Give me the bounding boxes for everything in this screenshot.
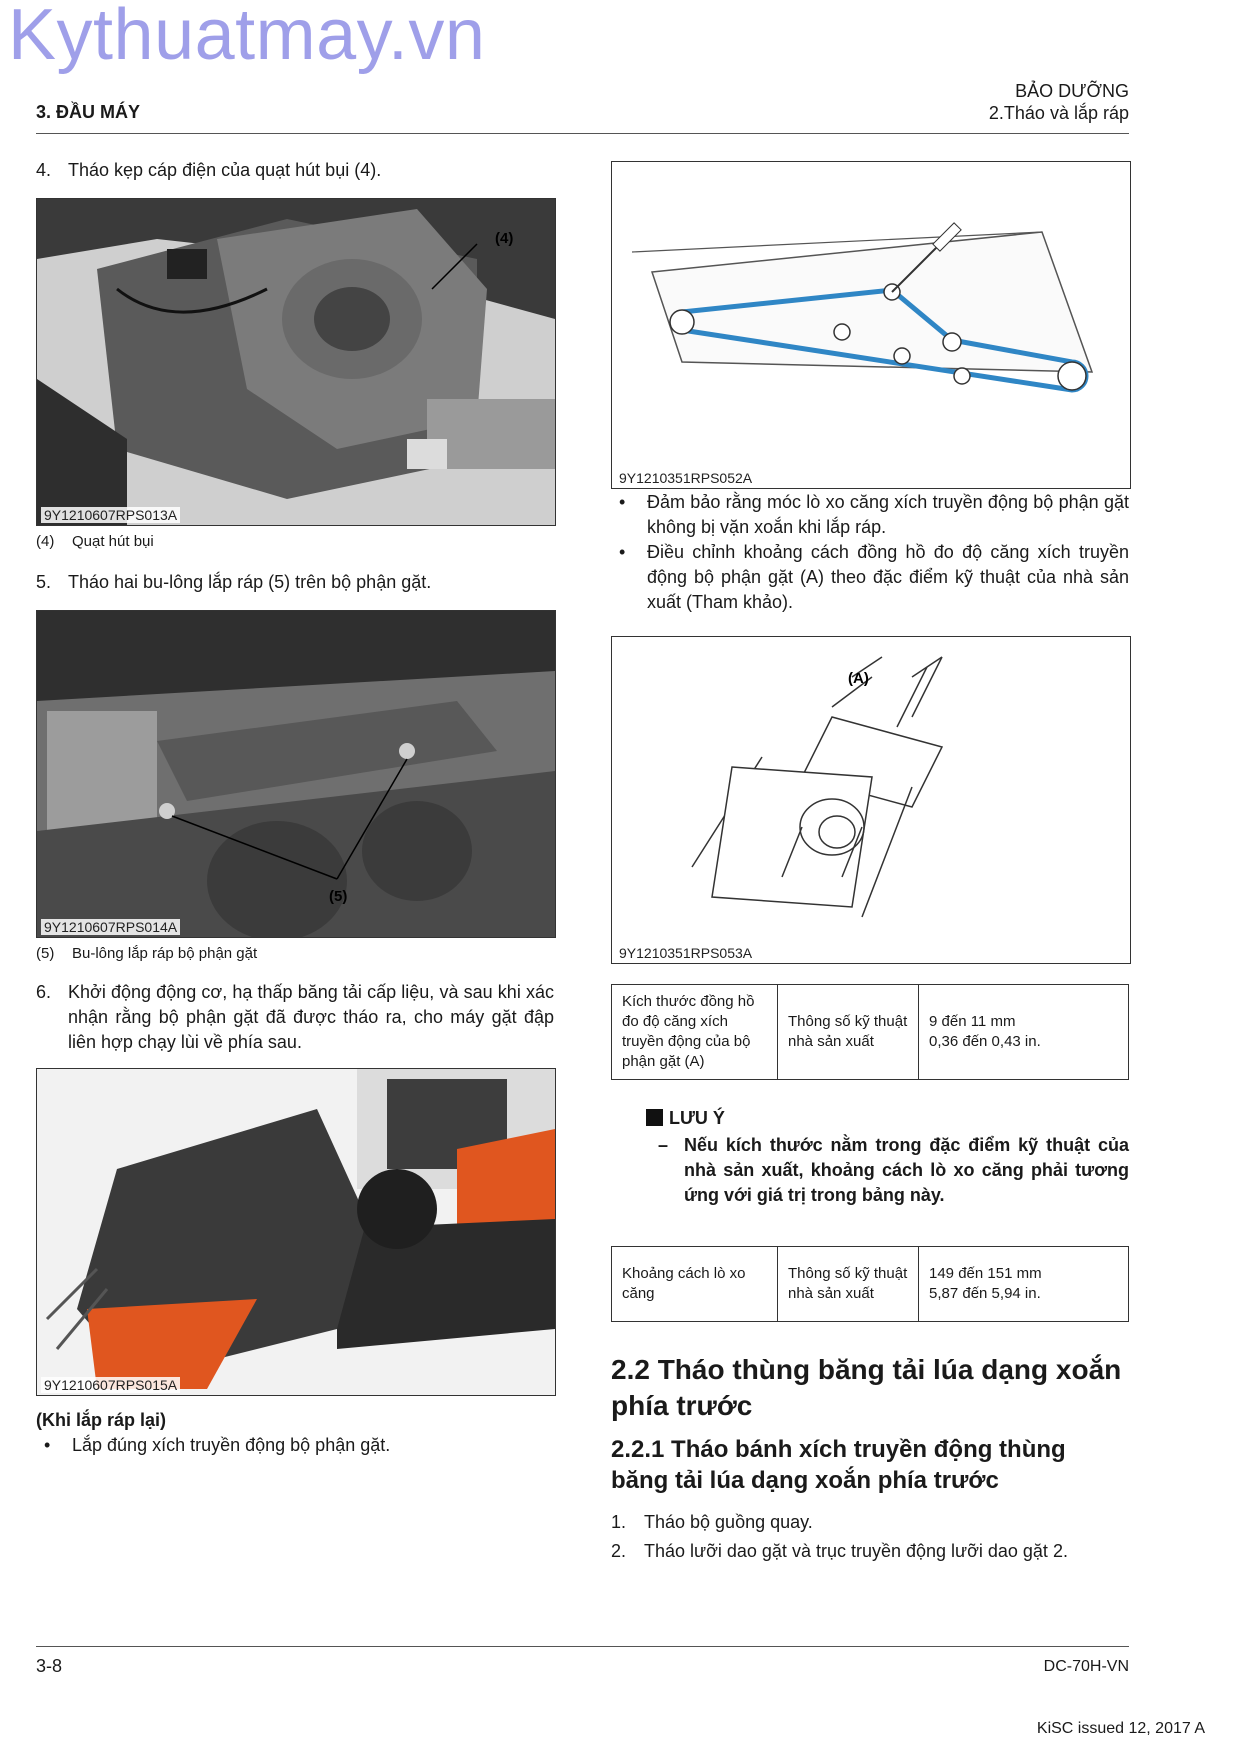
- step-list: [611, 1510, 1129, 1564]
- photo-code: 9Y1210607RPS015A: [41, 1377, 180, 1393]
- adjust-notes: [611, 490, 1129, 615]
- header-right: [989, 80, 1129, 124]
- legend-5: (5) Bu-lông lắp ráp bộ phận gặt: [36, 945, 258, 962]
- diagram-chain-drive: [611, 161, 1131, 489]
- page-number: 3-8: [36, 1656, 63, 1676]
- footer-rule: [36, 1646, 1129, 1647]
- photo-combine-harvester: [36, 1068, 556, 1396]
- header-rule: [36, 133, 1129, 134]
- spec-label: Thông số kỹ thuật nhà sản xuất: [778, 985, 919, 1080]
- list-item: • Lắp đúng xích truyền động bộ phận gặt.: [36, 1433, 554, 1458]
- callout-5: (5): [329, 888, 348, 905]
- spec-table-gauge: [611, 984, 1129, 1080]
- step-6: 6. Khởi động động cơ, hạ thấp băng tải cấp liệu, và sau khi xác nhận rằng bộ phận gặt đã được tháo ra, cho máy gặt đập liên hợp chạy lùi về phía sau.: [36, 982, 554, 1052]
- reassembly-list: [36, 1433, 554, 1458]
- step-4: 4. Tháo kẹp cáp điện của quạt hút bụi (4).: [36, 160, 382, 180]
- section-label: BẢO DƯỠNG: [1015, 81, 1129, 101]
- spec-item: Kích thước đồng hồ đo độ căng xích truyền động của bộ phận gặt (A): [612, 985, 778, 1080]
- section-heading: 2.2 Tháo thùng băng tải lúa dạng xoắn phía trước: [611, 1354, 1122, 1421]
- subsection-heading: 2.2.1 Tháo bánh xích truyền động thùng băng tải lúa dạng xoắn phía trước: [611, 1436, 1066, 1494]
- reassembly-title: (Khi lắp ráp lại): [36, 1410, 167, 1430]
- list-item: 1. Tháo bộ guồng quay.: [611, 1512, 813, 1532]
- spec-item: Khoảng cách lò xo căng: [612, 1247, 778, 1322]
- spec-value: 9 đến 11 mm 0,36 đến 0,43 in.: [919, 985, 1129, 1080]
- photo-header-bolts: [36, 610, 556, 938]
- callout-4: (4): [495, 230, 514, 247]
- spec-label: Thông số kỹ thuật nhà sản xuất: [778, 1247, 919, 1322]
- chapter-title: 3. ĐẦU MÁY: [36, 102, 141, 122]
- list-item: 2. Tháo lưỡi dao gặt và trục truyền động lưỡi dao gặt 2.: [611, 1541, 1068, 1561]
- watermark: Kythuatmay.vn: [8, 0, 486, 75]
- list-item: • Đảm bảo rằng móc lò xo căng xích truyền động bộ phận gặt không bị vặn xoắn khi lắp ráp.: [611, 490, 1129, 540]
- photo-dust-fan: [36, 198, 556, 526]
- note-title: LƯU Ý: [646, 1108, 725, 1129]
- spec-value: 149 đến 151 mm 5,87 đến 5,94 in.: [919, 1247, 1129, 1322]
- note-body: – Nếu kích thước nằm trong đặc điểm kỹ thuật của nhà sản xuất, khoảng cách lò xo căng phải tương ứng với giá trị trong bảng này.: [658, 1135, 1129, 1205]
- diagram-gauge-a: [611, 636, 1131, 964]
- issue-stamp: KiSC issued 12, 2017 A: [1036, 1720, 1205, 1737]
- photo-code: 9Y1210607RPS014A: [41, 919, 180, 935]
- diagram-code: 9Y1210351RPS053A: [616, 945, 755, 961]
- diagram-code: 9Y1210351RPS052A: [616, 470, 755, 486]
- note-square-icon: [646, 1109, 663, 1126]
- callout-a: (A): [848, 670, 869, 687]
- spec-table-spring: [611, 1246, 1129, 1322]
- photo-code: 9Y1210607RPS013A: [41, 507, 180, 523]
- step-5: 5. Tháo hai bu-lông lắp ráp (5) trên bộ phận gặt.: [36, 572, 432, 592]
- subsection-label: 2.Tháo và lắp ráp: [988, 103, 1129, 123]
- legend-4: (4) Quạt hút bụi: [36, 533, 154, 550]
- list-item: • Điều chỉnh khoảng cách đồng hồ đo độ căng xích truyền động bộ phận gặt (A) theo đặc điểm kỹ thuật của nhà sản xuất (Tham khảo).: [611, 540, 1129, 615]
- doc-code: DC-70H-VN: [1043, 1658, 1129, 1675]
